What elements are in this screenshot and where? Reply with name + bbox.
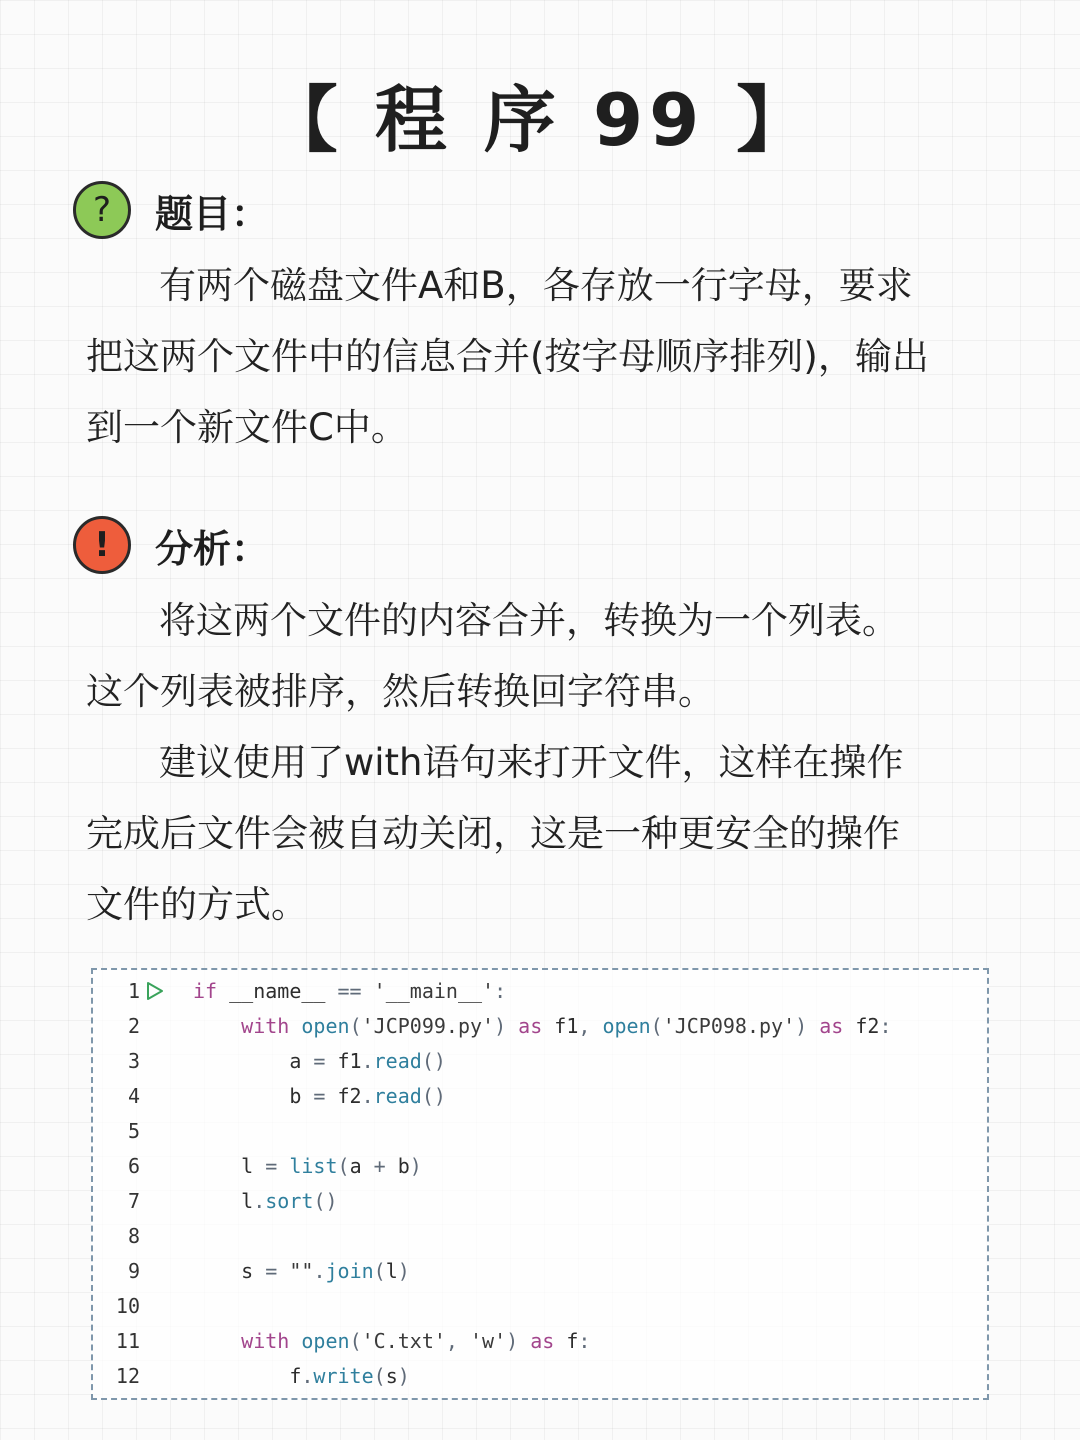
line-number: 11 xyxy=(115,1329,140,1353)
line-number: 9 xyxy=(127,1259,140,1283)
code-text: b = f2.read() xyxy=(193,1084,446,1108)
line-number: 6 xyxy=(127,1154,140,1178)
code-lines xyxy=(93,974,987,1394)
question-header xyxy=(73,181,269,239)
run-icon[interactable] xyxy=(145,981,165,1001)
line-number: 10 xyxy=(115,1294,140,1318)
analysis-line-1: 将这两个文件的内容合并，转换为一个列表。 xyxy=(159,599,899,642)
line-number: 2 xyxy=(127,1014,140,1038)
code-line xyxy=(93,1219,987,1254)
code-text: l.sort() xyxy=(193,1189,338,1213)
line-number: 7 xyxy=(127,1189,140,1213)
code-line xyxy=(93,1289,987,1324)
analysis-line-5: 文件的方式。 xyxy=(86,883,308,926)
analysis-line-2: 这个列表被排序，然后转换回字符串。 xyxy=(86,670,715,713)
code-text: s = "".join(l) xyxy=(193,1259,410,1283)
code-text: if __name__ == '__main__': xyxy=(193,979,507,1003)
code-line xyxy=(93,1254,987,1289)
question-icon: ? xyxy=(73,181,131,239)
code-line xyxy=(93,1184,987,1219)
analysis-line-4: 完成后文件会被自动关闭，这是一种更安全的操作 xyxy=(86,812,900,855)
code-line xyxy=(93,1009,987,1044)
code-line xyxy=(93,1044,987,1079)
code-text: with open('C.txt', 'w') as f: xyxy=(241,1329,591,1353)
line-number: 1 xyxy=(127,979,140,1003)
code-text: f.write(s) xyxy=(193,1364,410,1388)
line-number: 8 xyxy=(127,1224,140,1248)
analysis-line-3: 建议使用了with语句来打开文件，这样在操作 xyxy=(159,741,904,784)
page-title: 【 程 序 99 】 xyxy=(265,78,815,162)
code-block xyxy=(91,968,989,1400)
line-number: 5 xyxy=(127,1119,140,1143)
line-number: 4 xyxy=(127,1084,140,1108)
code-line xyxy=(93,1079,987,1114)
question-text xyxy=(86,250,1006,463)
question-line-2: 把这两个文件中的信息合并(按字母顺序排列)，输出 xyxy=(86,335,929,378)
code-line xyxy=(93,1114,987,1149)
line-number: 12 xyxy=(115,1364,140,1388)
analysis-header xyxy=(73,516,269,574)
code-line xyxy=(93,1324,987,1359)
analysis-text xyxy=(86,585,1006,940)
question-line-3: 到一个新文件C中。 xyxy=(86,406,408,449)
analysis-label: 分析： xyxy=(155,526,270,571)
code-text: l = list(a + b) xyxy=(193,1154,422,1178)
line-number: 3 xyxy=(127,1049,140,1073)
question-label: 题目： xyxy=(155,191,270,236)
question-line-1: 有两个磁盘文件A和B，各存放一行字母，要求 xyxy=(159,264,913,307)
exclamation-icon: ! xyxy=(73,516,131,574)
code-line xyxy=(93,1359,987,1394)
code-text: a = f1.read() xyxy=(193,1049,446,1073)
code-line xyxy=(93,1149,987,1184)
code-line xyxy=(93,974,987,1009)
code-text: with open('JCP099.py') as f1, open('JCP098.py') as f2: xyxy=(241,1014,892,1038)
